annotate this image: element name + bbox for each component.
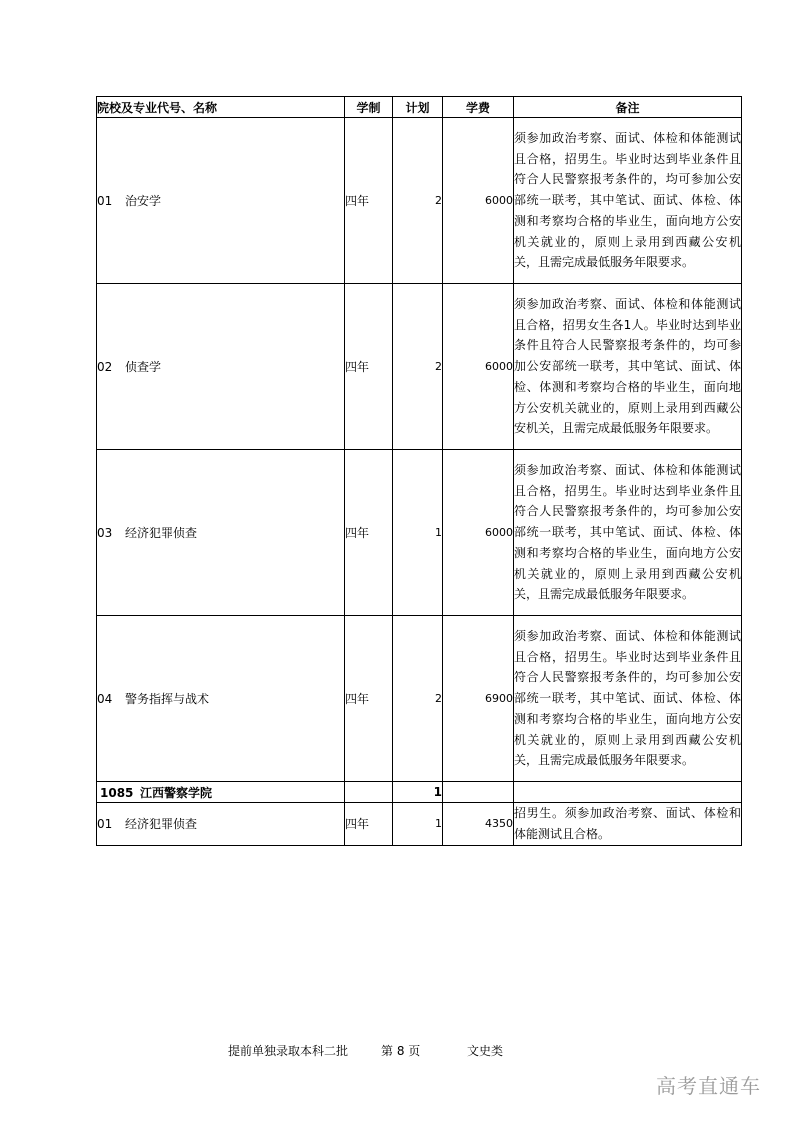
footer-category: 文史类 bbox=[467, 1044, 504, 1058]
notes-cell: 须参加政治考察、面试、体检和体能测试且合格，招男生。毕业时达到毕业条件且符合人民警察报考条件的，均可参加公安部统一联考，其中笔试、面试、体检、体测和考察均合格的毕业生，面向地方公安机关就业的，原则上录用到西藏公安机关，且需完成最低服务年限要求。 bbox=[514, 118, 742, 284]
major-name-cell bbox=[97, 118, 345, 284]
plan-cell: 1 bbox=[393, 450, 443, 616]
major-code: 02 bbox=[97, 360, 113, 374]
school-row bbox=[97, 782, 742, 803]
table-row bbox=[97, 803, 742, 846]
notes-cell: 须参加政治考察、面试、体检和体能测试且合格，招男生。毕业时达到毕业条件且符合人民警察报考条件的，均可参加公安部统一联考，其中笔试、面试、体检、体测和考察均合格的毕业生，面向地方公安机关就业的，原则上录用到西藏公安机关，且需完成最低服务年限要求。 bbox=[514, 450, 742, 616]
plan-cell: 2 bbox=[393, 284, 443, 450]
watermark: 高考直通车 bbox=[656, 1074, 761, 1098]
school-name: 江西警察学院 bbox=[140, 785, 213, 800]
major-name: 侦查学 bbox=[125, 360, 162, 374]
school-fee-cell bbox=[443, 782, 514, 803]
notes-cell: 招男生。须参加政治考察、面试、体检和体能测试且合格。 bbox=[514, 803, 742, 846]
school-name-cell bbox=[97, 782, 345, 803]
header-notes: 备注 bbox=[514, 97, 742, 118]
header-row bbox=[97, 97, 742, 118]
notes-cell: 须参加政治考察、面试、体检和体能测试且合格，招男生。毕业时达到毕业条件且符合人民警察报考条件的，均可参加公安部统一联考，其中笔试、面试、体检、体测和考察均合格的毕业生，面向地方公安机关就业的，原则上录用到西藏公安机关，且需完成最低服务年限要求。 bbox=[514, 616, 742, 782]
fee-cell: 4350 bbox=[443, 803, 514, 846]
years-cell: 四年 bbox=[345, 450, 393, 616]
table-row bbox=[97, 284, 742, 450]
notes-cell: 须参加政治考察、面试、体检和体能测试且合格，招男女生各1人。毕业时达到毕业条件且符合人民警察报考条件的，均可参加公安部统一联考，其中笔试、面试、体检、体测和考察均合格的毕业生，面向地方公安机关就业的，原则上录用到西藏公安机关，且需完成最低服务年限要求。 bbox=[514, 284, 742, 450]
major-name: 治安学 bbox=[125, 194, 162, 208]
years-cell: 四年 bbox=[345, 118, 393, 284]
school-notes-cell bbox=[514, 782, 742, 803]
header-plan: 计划 bbox=[393, 97, 443, 118]
major-name-cell bbox=[97, 616, 345, 782]
header-fee: 学费 bbox=[443, 97, 514, 118]
fee-cell: 6000 bbox=[443, 450, 514, 616]
major-name: 经济犯罪侦查 bbox=[125, 817, 198, 832]
years-cell: 四年 bbox=[345, 616, 393, 782]
major-code: 03 bbox=[97, 526, 113, 540]
footer-batch: 提前单独录取本科二批 bbox=[228, 1044, 349, 1058]
school-plan-cell: 1 bbox=[393, 782, 443, 803]
footer-page-number: 第 8 页 bbox=[381, 1044, 421, 1058]
fee-cell: 6900 bbox=[443, 616, 514, 782]
table-row bbox=[97, 118, 742, 284]
plan-cell: 2 bbox=[393, 118, 443, 284]
years-cell: 四年 bbox=[345, 284, 393, 450]
major-name-cell bbox=[97, 803, 345, 846]
major-code: 04 bbox=[97, 692, 113, 706]
plan-cell: 1 bbox=[393, 803, 443, 846]
major-code: 01 bbox=[97, 194, 113, 208]
school-years-cell bbox=[345, 782, 393, 803]
major-name: 警务指挥与战术 bbox=[125, 692, 210, 706]
major-code: 01 bbox=[97, 817, 113, 832]
table-row bbox=[97, 450, 742, 616]
major-name-cell bbox=[97, 450, 345, 616]
table-row bbox=[97, 616, 742, 782]
header-years: 学制 bbox=[345, 97, 393, 118]
admissions-table bbox=[96, 96, 742, 846]
fee-cell: 6000 bbox=[443, 118, 514, 284]
major-name-cell bbox=[97, 284, 345, 450]
header-name: 院校及专业代号、名称 bbox=[97, 97, 345, 118]
fee-cell: 6000 bbox=[443, 284, 514, 450]
school-code: 1085 bbox=[100, 785, 134, 800]
plan-cell: 2 bbox=[393, 616, 443, 782]
major-name: 经济犯罪侦查 bbox=[125, 526, 198, 540]
years-cell: 四年 bbox=[345, 803, 393, 846]
